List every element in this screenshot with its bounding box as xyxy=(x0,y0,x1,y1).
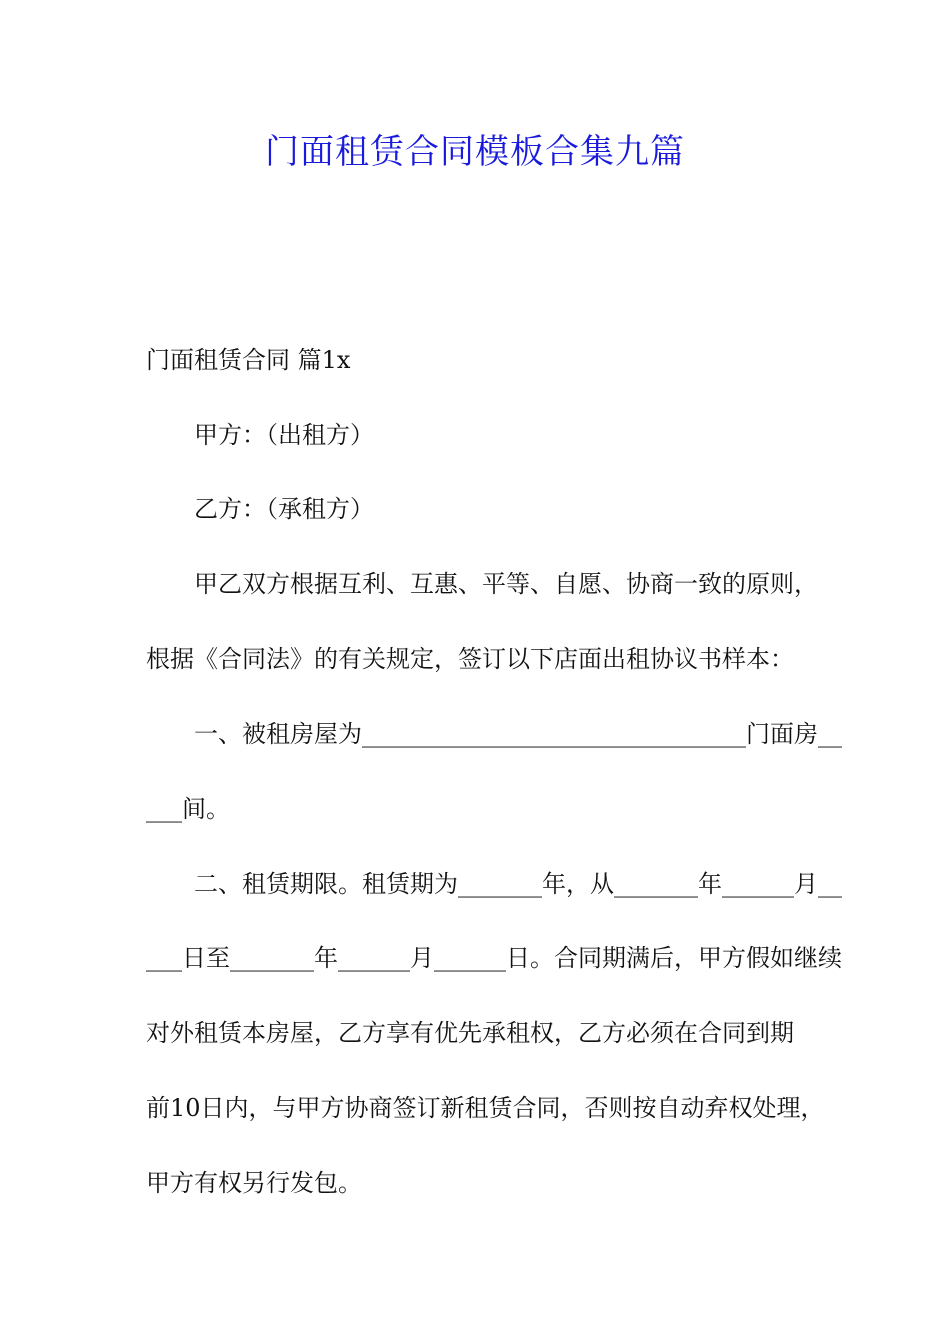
clause-2-line: 甲方有权另行发包。 xyxy=(146,1169,362,1197)
party-b-line: 乙方：（承租方） xyxy=(194,495,374,523)
paragraph-line: 甲乙双方根据互利、互惠、平等、自愿、协商一致的原则， xyxy=(194,570,818,598)
clause-1-line: 一、被租房屋为________________________________门面房__ xyxy=(194,720,842,748)
clause-1-line: ___间。 xyxy=(146,795,230,823)
clause-2-line: 二、租赁期限。租赁期为_______年，从_______年______月__ xyxy=(194,870,842,898)
document-title: 门面租赁合同模板合集九篇 xyxy=(265,132,685,172)
clause-2-line: ___日至_______年______月______日。合同期满后，甲方假如继续 xyxy=(146,944,842,972)
clause-2-line: 前10日内，与甲方协商签订新租赁合同，否则按自动弃权处理， xyxy=(146,1094,825,1122)
section-heading: 门面租赁合同 篇1x xyxy=(146,346,351,374)
paragraph-line: 根据《合同法》的有关规定，签订以下店面出租协议书样本： xyxy=(146,645,794,673)
clause-2-line: 对外租赁本房屋，乙方享有优先承租权，乙方必须在合同到期 xyxy=(146,1019,794,1047)
party-a-line: 甲方：（出租方） xyxy=(194,421,374,449)
